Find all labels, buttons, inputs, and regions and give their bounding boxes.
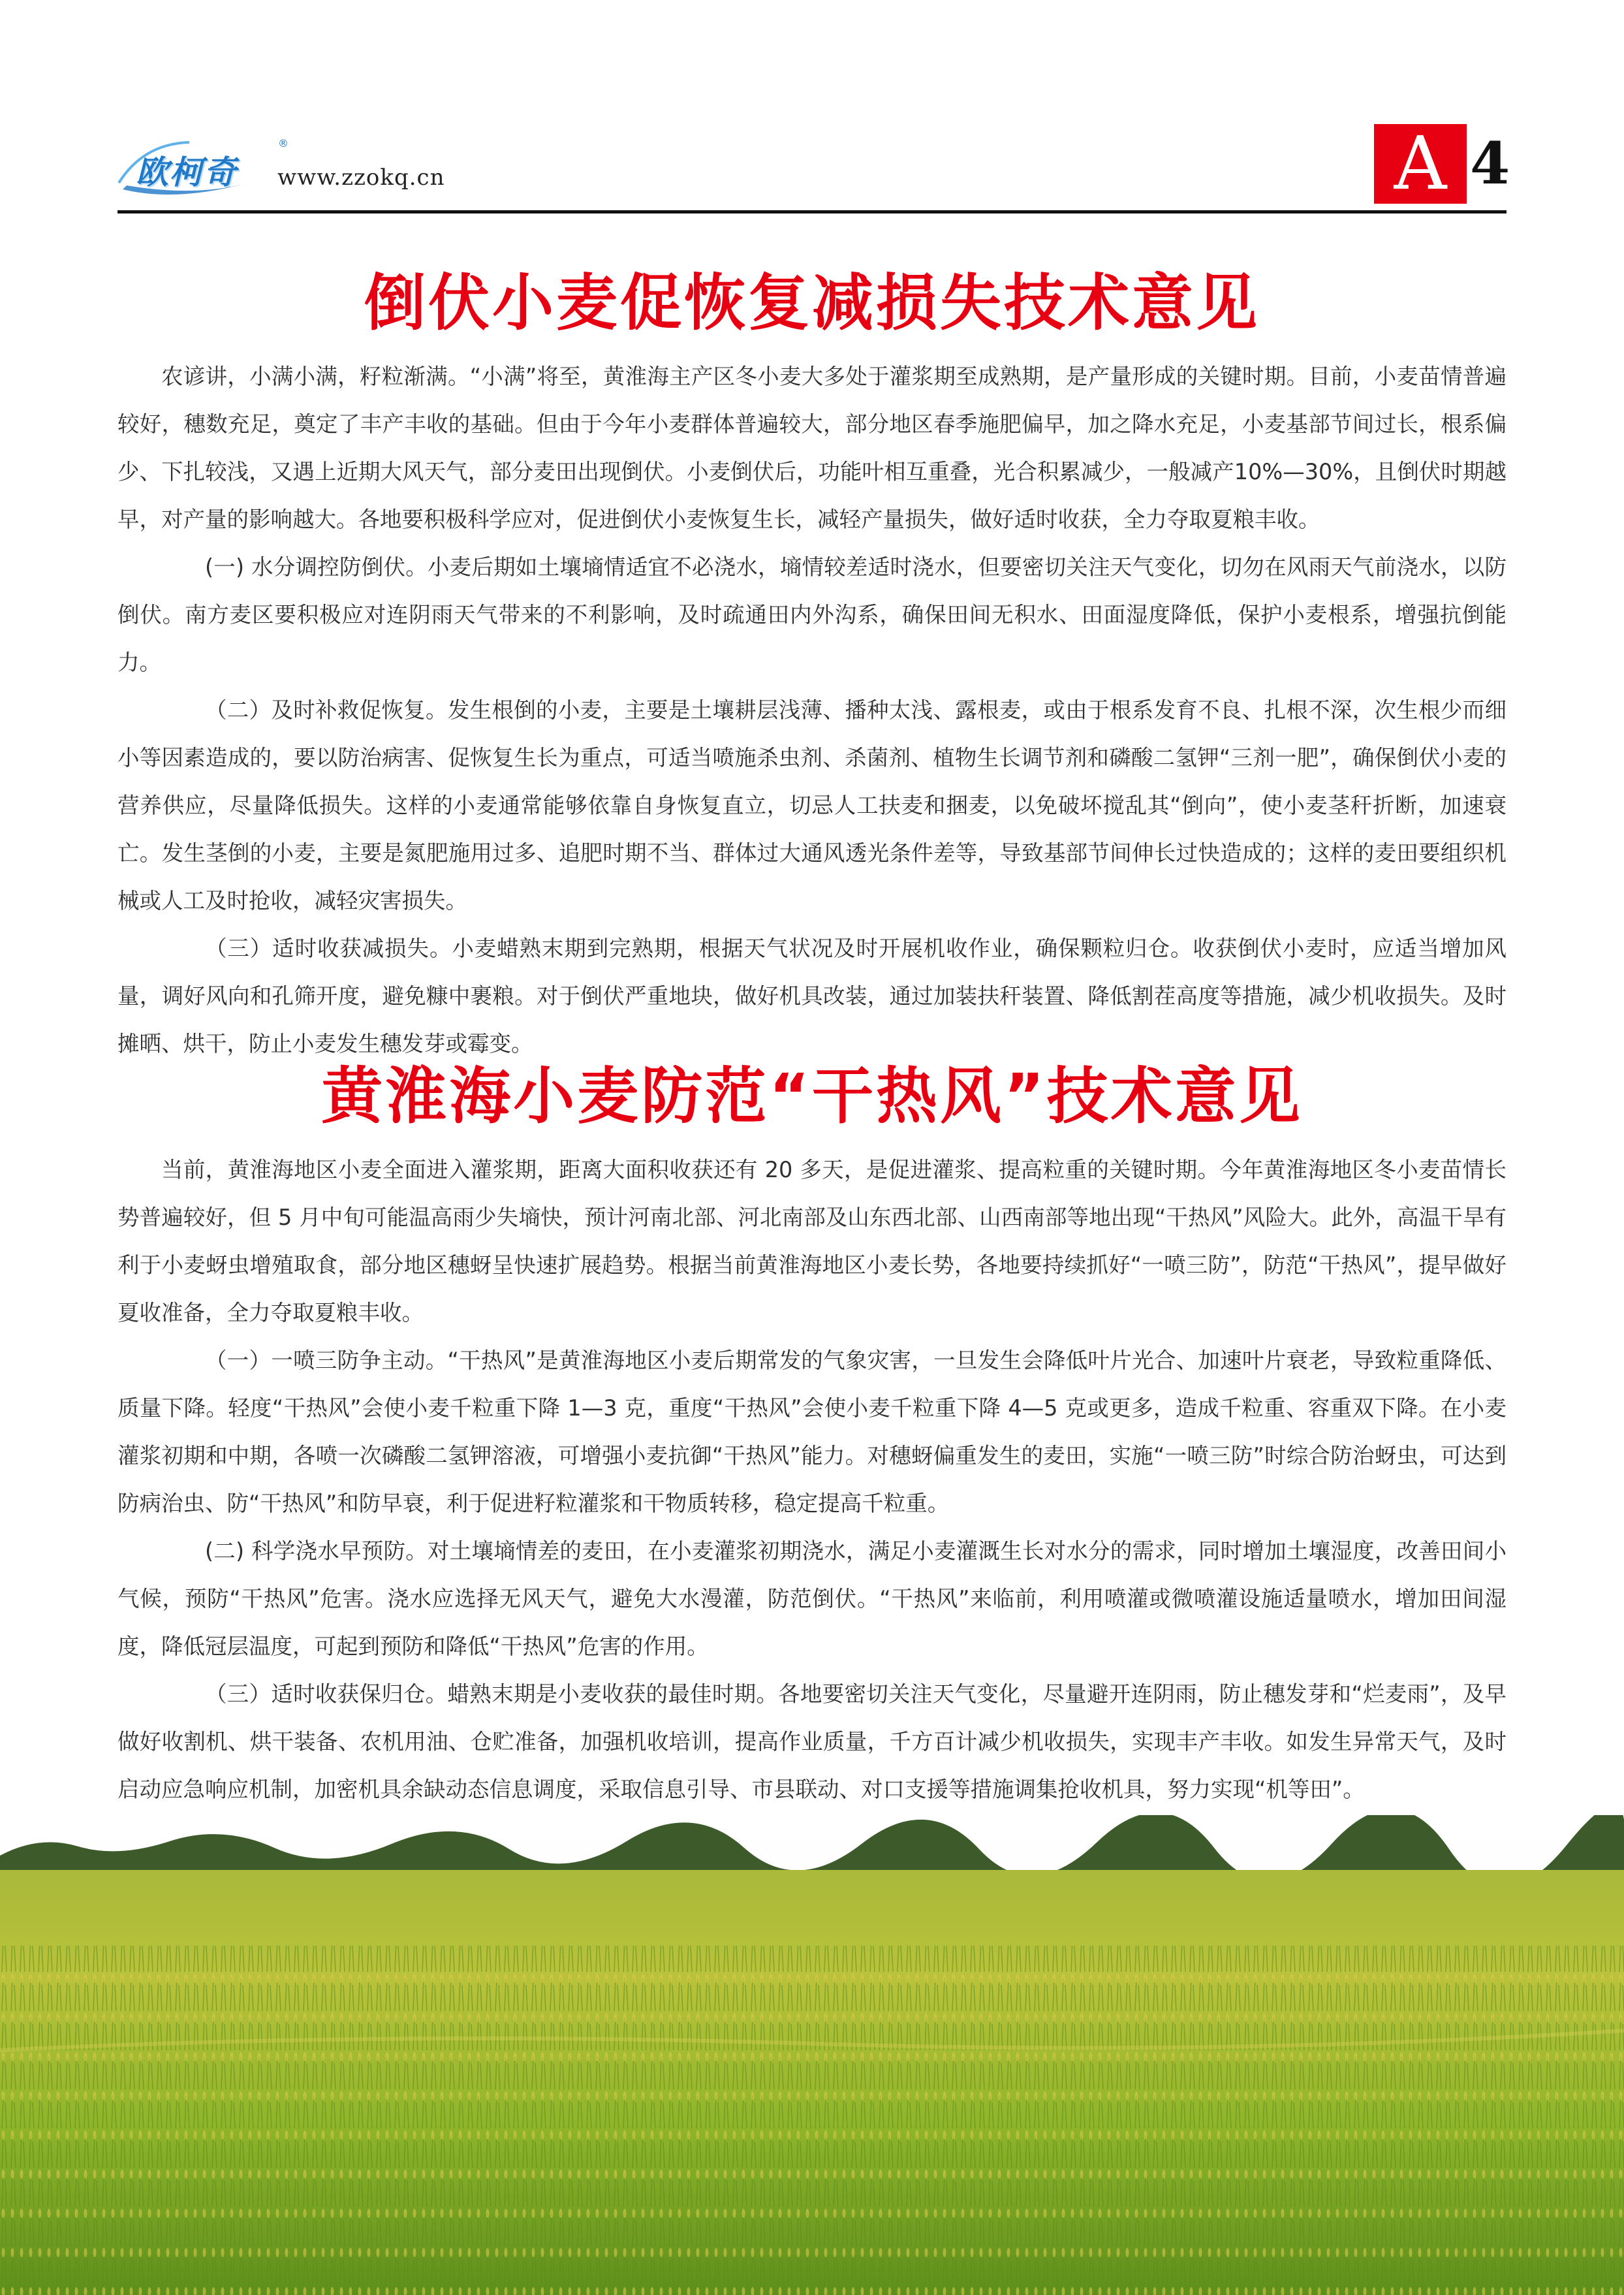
article-title: 黄淮海小麦防范“干热风”技术意见: [321, 1061, 1303, 1132]
article-dry-hot-wind: [117, 1048, 1507, 1813]
brand-logo: [117, 137, 289, 199]
article-paragraph: （二）及时补救促恢复。发生根倒的小麦，主要是土壤耕层浅薄、播种太浅、露根麦，或由于根系发育不良、扎根不深，次生根少而细小等因素造成的，要以防治病害、促恢复生长为重点，可适当喷施杀虫剂、杀菌剂、植物生长调节剂和磷酸二氢钾“三剂一肥”，确保倒伏小麦的营养供应，尽量降低损失。这样的小麦通常能够依靠自身恢复直立，切忌人工扶麦和捆麦，以免破坏搅乱其“倒向”，使小麦茎秆折断，加速衰亡。发生茎倒的小麦，主要是氮肥施用过多、追肥时期不当、群体过大通风透光条件差等，导致基部节间伸长过快造成的；这样的麦田要组织机械或人工及时抢收，减轻灾害损失。: [117, 697, 1507, 913]
header-divider: [117, 210, 1507, 214]
section-letter-badge: A: [1374, 124, 1467, 204]
article-paragraph: 农谚讲，小满小满，籽粒渐满。“小满”将至，黄淮海主产区冬小麦大多处于灌浆期至成熟期，是产量形成的关键时期。目前，小麦苗情普遍较好，穗数充足，奠定了丰产丰收的基础。但由于今年小麦群体普遍较大，部分地区春季施肥偏早，加之降水充足，小麦基部节间过长，根系偏少、下扎较浅，又遇上近期大风天气，部分麦田出现倒伏。小麦倒伏后，功能叶相互重叠，光合积累减少，一般减产10%—30%，且倒伏时期越早，对产量的影响越大。各地要积极科学应对，促进倒伏小麦恢复生长，减轻产量损失，做好适时收获，全力夺取夏粮丰收。: [117, 364, 1507, 532]
article-paragraph: (二) 科学浇水早预防。对土壤墒情差的麦田，在小麦灌浆初期浇水，满足小麦灌溉生长对水分的需求，同时增加土壤湿度，改善田间小气候，预防“干热风”危害。浇水应选择无风天气，避免大水漫灌，防范倒伏。“干热风”来临前，利用喷灌或微喷灌设施适量喷水，增加田间湿度，降低冠层温度，可起到预防和降低“干热风”危害的作用。: [117, 1538, 1507, 1659]
article-title: 倒伏小麦促恢复减损失技术意见: [364, 268, 1260, 339]
logo-text: 欧柯奇: [136, 153, 238, 191]
article-paragraph: （一）一喷三防争主动。“干热风”是黄淮海地区小麦后期常发的气象灾害，一旦发生会降低叶片光合、加速叶片衰老，导致粒重降低、质量下降。轻度“干热风”会使小麦千粒重下降 1—3 克，重度“干热风”会使小麦千粒重下降 4—5 克或更多，造成千粒重、容重双下降。在小麦灌浆初期和中期，各喷一次磷酸二氢钾溶液，可增强小麦抗御“干热风”能力。对穗蚜偏重发生的麦田，实施“一喷三防”时综合防治蚜虫，可达到防病治虫、防“干热风”和防早衰，利于促进籽粒灌浆和干物质转移，稳定提高千粒重。: [117, 1348, 1507, 1516]
article-paragraph: （三）适时收获减损失。小麦蜡熟末期到完熟期，根据天气状况及时开展机收作业，确保颗粒归仓。收获倒伏小麦时，应适当增加风量，调好风向和孔筛开度，避免糠中裹粮。对于倒伏严重地块，做好机具改装，通过加装扶秆装置、降低割茬高度等措施，减少机收损失。及时摊晒、烘干，防止小麦发生穗发芽或霉变。: [117, 936, 1507, 1056]
page-number: 4: [1470, 129, 1510, 197]
page-header: [117, 121, 1510, 215]
article-paragraph: (一) 水分调控防倒伏。小麦后期如土壤墒情适宜不必浇水，墒情较差适时浇水，但要密切关注天气变化，切勿在风雨天气前浇水，以防倒伏。南方麦区要积极应对连阴雨天气带来的不利影响，及时疏通田内外沟系，确保田间无积水、田面湿度降低，保护小麦根系，增强抗倒能力。: [117, 554, 1507, 675]
article-paragraph: 当前，黄淮海地区小麦全面进入灌浆期，距离大面积收获还有 20 多天，是促进灌浆、提高粒重的关键时期。今年黄淮海地区冬小麦苗情长势普遍较好，但 5 月中旬可能温高雨少失墒快，预计河南北部、河北南部及山东西北部、山西南部等地出现“干热风”风险大。此外，高温干旱有利于小麦蚜虫增殖取食，部分地区穗蚜呈快速扩展趋势。根据当前黄淮海地区小麦长势，各地要持续抓好“一喷三防”，防范“干热风”，提早做好夏收准备，全力夺取夏粮丰收。: [117, 1157, 1507, 1325]
logo-swoosh-icon: [117, 137, 274, 199]
article-lodging-wheat: [117, 255, 1507, 1068]
website-url: www.zzokq.cn: [277, 165, 445, 191]
registered-mark: ®: [278, 137, 289, 150]
wheat-field-image: [0, 1815, 1624, 2295]
article-paragraph: （三）适时收获保归仓。蜡熟末期是小麦收获的最佳时期。各地要密切关注天气变化，尽量避开连阴雨，防止穗发芽和“烂麦雨”，及早做好收割机、烘干装备、农机用油、仓贮准备，加强机收培训，提高作业质量，千方百计减少机收损失，实现丰产丰收。如发生异常天气，及时启动应急响应机制，加密机具余缺动态信息调度，采取信息引导、市县联动、对口支援等措施调集抢收机具，努力实现“机等田”。: [117, 1681, 1507, 1802]
